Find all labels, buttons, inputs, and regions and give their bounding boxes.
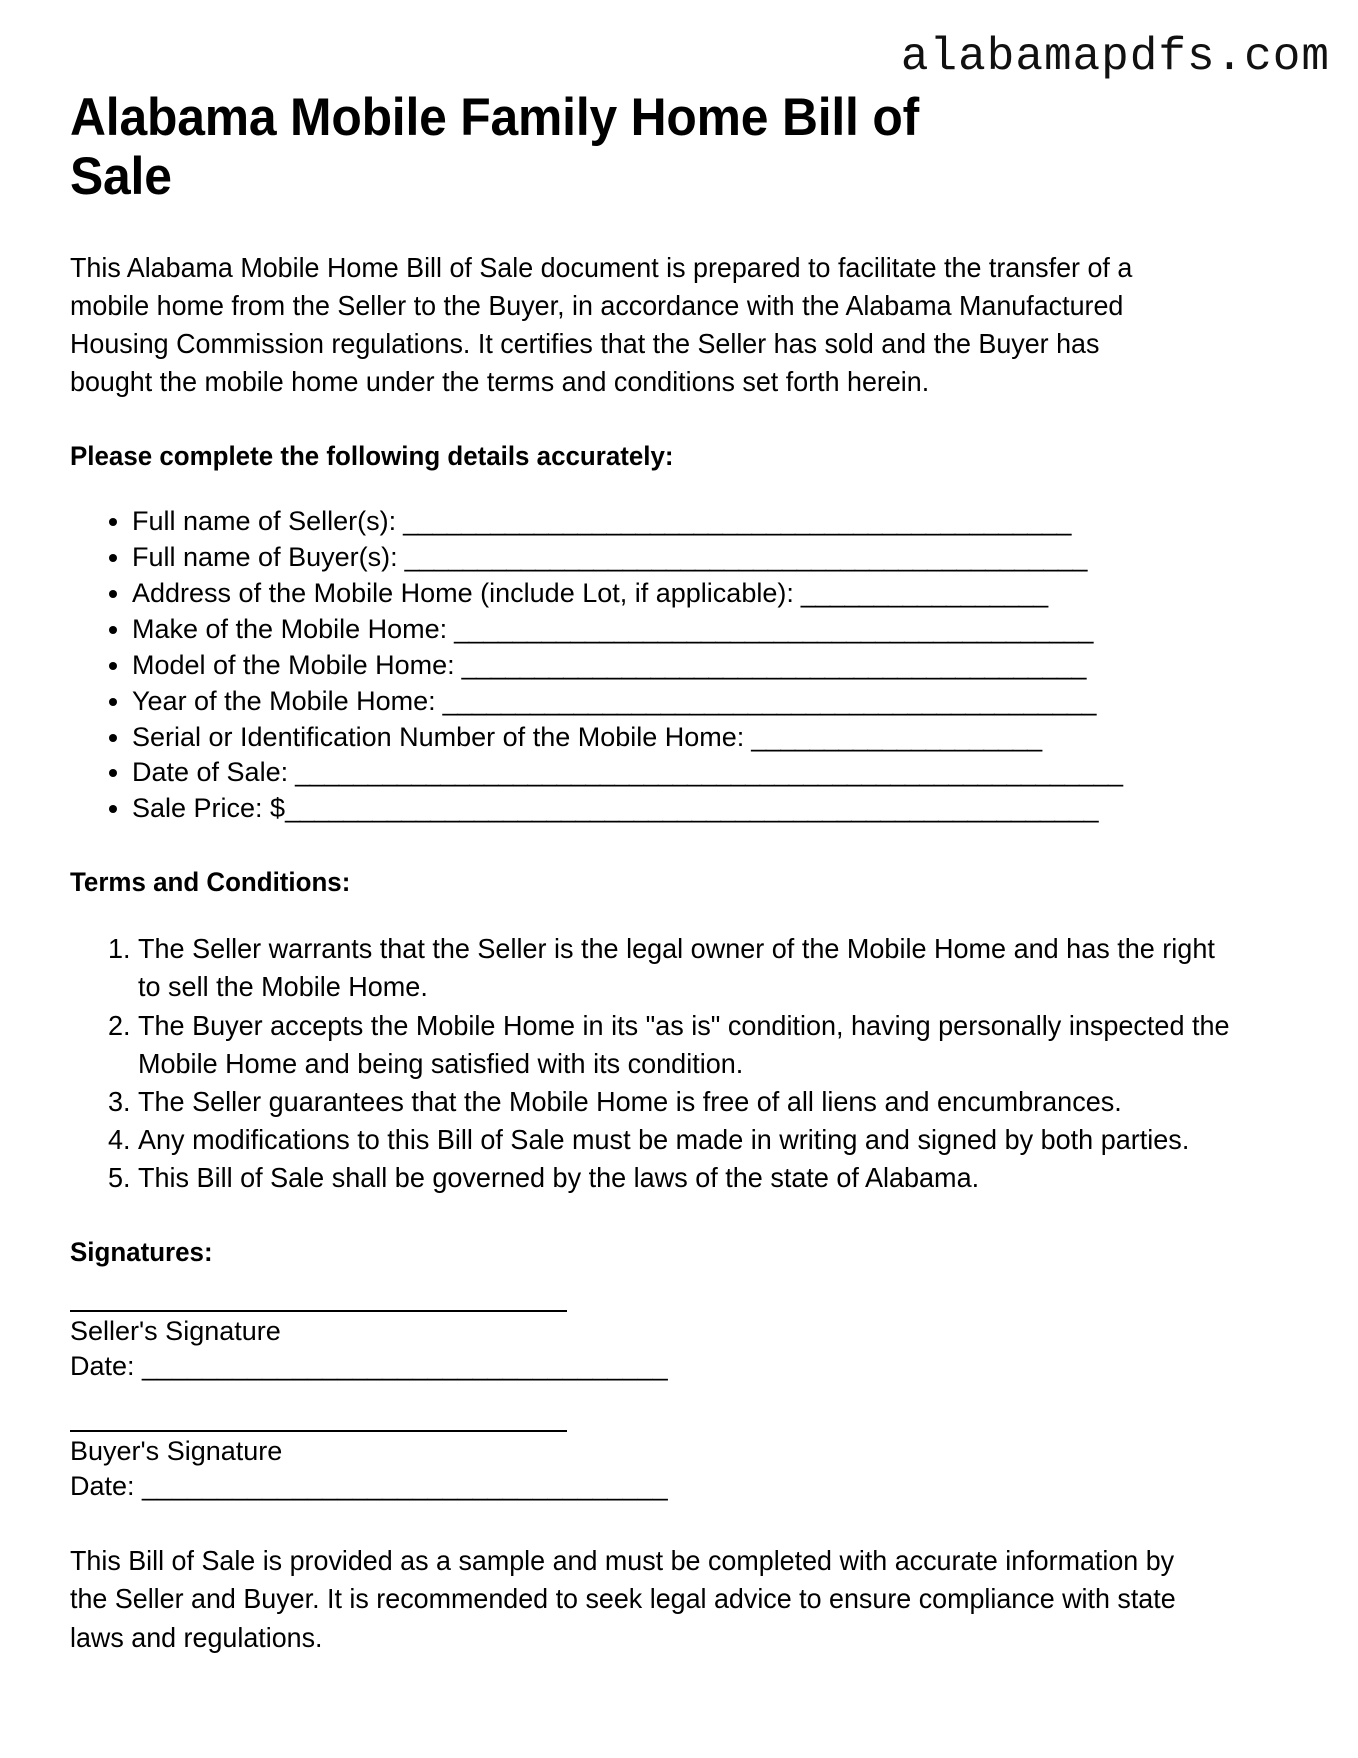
detail-field-item	[132, 504, 1292, 540]
buyer-signature-block	[70, 1430, 1292, 1504]
detail-field-item	[132, 576, 1292, 612]
detail-field-label: Date of Sale:	[132, 757, 289, 788]
term-item: 1. The Seller warrants that the Seller is the legal owner of the Mobile Home and has the right to sell the Mobile Home.	[138, 930, 1238, 1006]
detail-field-blank[interactable]: _____________________________________________	[435, 685, 1096, 716]
detail-field-label: Make of the Mobile Home:	[132, 613, 448, 644]
detail-field-blank[interactable]: _________________	[793, 577, 1048, 608]
seller-signature-label: Seller's Signature	[70, 1316, 281, 1347]
detail-field-item	[132, 755, 1292, 791]
closing-paragraph: This Bill of Sale is provided as a sample and must be completed with accurate information by the Seller and Buyer. It is recommended to seek legal advice to ensure compliance with state laws and regulations.	[70, 1545, 1176, 1653]
detail-field-label: Sale Price: $	[132, 793, 286, 824]
spacer	[70, 1197, 1292, 1235]
spacer	[70, 900, 1292, 930]
term-item: 5. This Bill of Sale shall be governed by the laws of the state of Alabama.	[138, 1159, 1238, 1197]
spacer	[70, 474, 1292, 504]
intro-paragraph: This Alabama Mobile Home Bill of Sale document is prepared to facilitate the transfer of a mobile home from the Seller to the Buyer, in accordance with the Alabama Manufactured Housing Commission regulations. It certifies that the Seller has sold and the Buyer has bought the mobile home under the terms and conditions set forth herein.	[70, 251, 1133, 397]
detail-field-item	[132, 720, 1292, 756]
detail-field-item	[132, 791, 1292, 827]
detail-field-blank[interactable]: _________________________________________________________	[288, 757, 1123, 788]
detail-field-item	[132, 540, 1292, 576]
detail-field-label: Full name of Seller(s):	[132, 506, 397, 537]
spacer	[70, 401, 1292, 439]
spacer	[70, 827, 1292, 865]
detail-field-blank[interactable]: ____________________________________________	[447, 613, 1093, 644]
buyer-signature-line[interactable]	[70, 1430, 567, 1432]
spacer	[70, 1270, 1292, 1310]
seller-signature-block	[70, 1310, 1292, 1384]
detail-field-blank[interactable]: ____________________	[744, 721, 1042, 752]
detail-field-label: Address of the Mobile Home (include Lot, if applicable):	[132, 577, 794, 608]
detail-field-blank[interactable]: _______________________________________________	[397, 542, 1087, 573]
spacer	[70, 1384, 1292, 1430]
term-item: 3. The Seller guarantees that the Mobile Home is free of all liens and encumbrances.	[138, 1083, 1238, 1121]
spacer	[70, 1504, 1292, 1542]
document-body	[70, 0, 1292, 1657]
site-watermark: alabamapdfs.com	[900, 31, 1330, 83]
seller-signature-line[interactable]	[70, 1310, 567, 1312]
detail-field-blank[interactable]: ______________________________________________	[396, 506, 1071, 537]
terms-heading: Terms and Conditions:	[70, 867, 351, 898]
details-heading: Please complete the following details accurately:	[70, 441, 674, 472]
seller-date-field[interactable]: Date: ___________________________________	[70, 1351, 668, 1382]
detail-field-blank[interactable]: ___________________________________________	[454, 649, 1086, 680]
detail-field-item	[132, 612, 1292, 648]
detail-field-label: Serial or Identification Number of the Mobile Home:	[132, 721, 745, 752]
buyer-date-field[interactable]: Date: ___________________________________	[70, 1471, 668, 1502]
detail-fields-list	[70, 504, 1292, 827]
page-title: Alabama Mobile Family Home Bill of Sale	[70, 88, 920, 207]
detail-field-blank[interactable]: ________________________________________________________	[285, 793, 1098, 824]
detail-field-label: Year of the Mobile Home:	[132, 685, 436, 716]
detail-field-item	[132, 684, 1292, 720]
detail-field-item	[132, 648, 1292, 684]
detail-field-label: Model of the Mobile Home:	[132, 649, 455, 680]
detail-field-label: Full name of Buyer(s):	[132, 542, 398, 573]
term-item: 2. The Buyer accepts the Mobile Home in its "as is" condition, having personally inspected the Mobile Home and being satisfied with its condition.	[138, 1007, 1238, 1083]
terms-list	[70, 930, 1292, 1197]
buyer-signature-label: Buyer's Signature	[70, 1436, 283, 1467]
signatures-heading: Signatures:	[70, 1236, 213, 1267]
term-item: 4. Any modifications to this Bill of Sale must be made in writing and signed by both parties.	[138, 1121, 1238, 1159]
